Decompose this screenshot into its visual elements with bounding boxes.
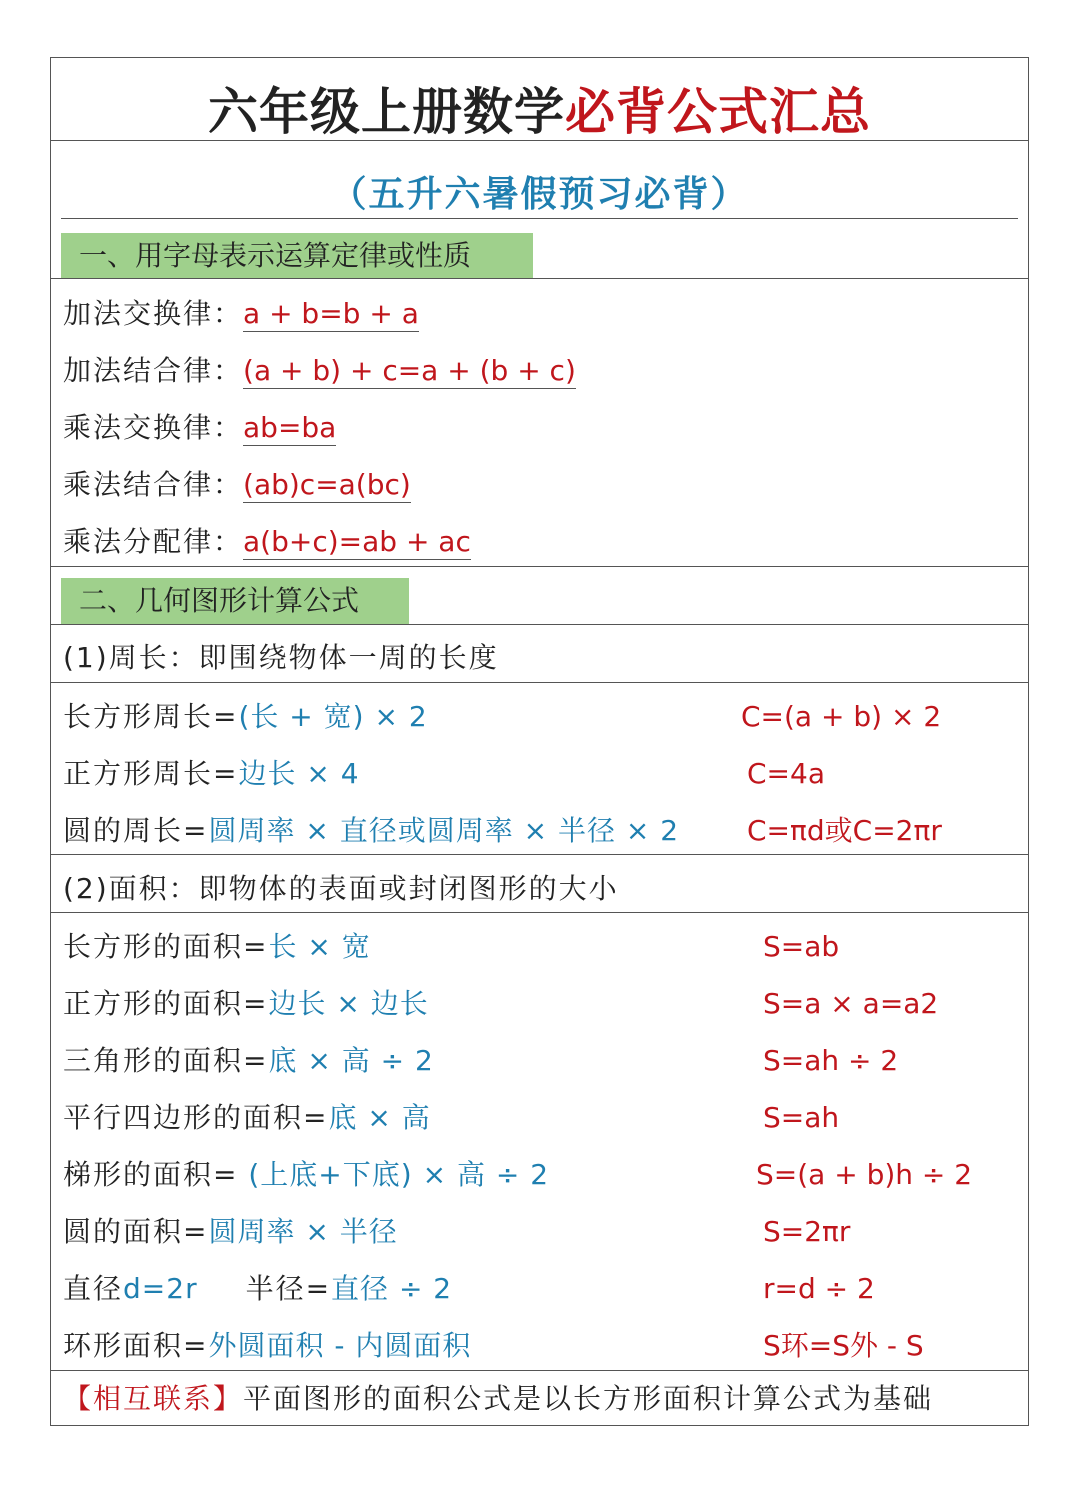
divider bbox=[51, 624, 1028, 625]
divider bbox=[51, 682, 1028, 683]
diameter-label: 直径 bbox=[63, 1272, 124, 1305]
area-formula: S=(a + b)h ÷ 2 bbox=[756, 1158, 973, 1191]
section-heading-laws: 一、用字母表示运算定律或性质 bbox=[61, 233, 533, 279]
area-label: 正方形的面积= bbox=[63, 987, 269, 1020]
law-formula: a(b+c)=ab + ac bbox=[243, 525, 471, 558]
radius-text: 直径 ÷ 2 bbox=[331, 1272, 453, 1305]
law-label: 乘法结合律： bbox=[63, 468, 244, 501]
divider bbox=[51, 278, 1028, 279]
formula-sheet bbox=[50, 57, 1029, 1426]
area-formula: S=a × a=a2 bbox=[763, 987, 939, 1020]
area-label: 梯形的面积= bbox=[63, 1158, 239, 1191]
law-formula: a + b=b + a bbox=[243, 297, 419, 330]
perimeter-formula: C=4a bbox=[747, 757, 825, 790]
area-text: (上底+下底) × 高 ÷ 2 bbox=[238, 1158, 550, 1191]
subtitle: （五升六暑假预习必背） bbox=[330, 174, 749, 215]
law-formula: (ab)c=a(bc) bbox=[243, 468, 411, 501]
area-text: 边长 × 边长 bbox=[268, 987, 429, 1020]
area-row bbox=[63, 1041, 434, 1081]
diameter-row bbox=[63, 1269, 452, 1309]
area-row bbox=[63, 1326, 471, 1366]
divider bbox=[51, 854, 1028, 855]
divider bbox=[61, 218, 1018, 219]
area-label: 长方形的面积= bbox=[63, 930, 269, 963]
area-text: 底 × 高 bbox=[328, 1101, 431, 1134]
area-row bbox=[63, 1155, 549, 1195]
perimeter-text: 边长 × 4 bbox=[238, 757, 360, 790]
page-title bbox=[51, 72, 1028, 144]
area-row bbox=[63, 1212, 398, 1252]
divider bbox=[51, 566, 1028, 567]
perimeter-row bbox=[63, 811, 679, 851]
law-label: 乘法分配律： bbox=[63, 525, 244, 558]
area-text: 圆周率 × 半径 bbox=[208, 1215, 398, 1248]
law-row bbox=[63, 522, 471, 562]
law-row bbox=[63, 294, 419, 334]
law-label: 乘法交换律： bbox=[63, 411, 244, 444]
divider bbox=[51, 140, 1028, 141]
perimeter-heading bbox=[63, 638, 499, 678]
perimeter-label: 正方形周长= bbox=[63, 757, 239, 790]
radius-label: 半径= bbox=[245, 1272, 332, 1305]
area-row bbox=[63, 927, 371, 967]
perimeter-row bbox=[63, 754, 360, 794]
area-formula: S=ah bbox=[763, 1101, 840, 1134]
perimeter-heading-text: (1)周长：即围绕物体一周的长度 bbox=[63, 641, 499, 674]
law-row bbox=[63, 351, 576, 391]
perimeter-formula: C=πd或C=2πr bbox=[747, 814, 942, 847]
divider bbox=[51, 912, 1028, 913]
area-label: 平行四边形的面积= bbox=[63, 1101, 329, 1134]
law-row bbox=[63, 465, 411, 505]
radius-formula: r=d ÷ 2 bbox=[763, 1272, 875, 1305]
perimeter-row bbox=[63, 697, 428, 737]
area-label: 三角形的面积= bbox=[63, 1044, 269, 1077]
area-formula: S=2πr bbox=[763, 1215, 851, 1248]
perimeter-label: 圆的周长= bbox=[63, 814, 209, 847]
law-formula: (a + b) + c=a + (b + c) bbox=[243, 354, 576, 387]
footer-note bbox=[63, 1379, 933, 1419]
area-formula: S环=S外 - S bbox=[763, 1329, 924, 1362]
area-text: 长 × 宽 bbox=[268, 930, 371, 963]
diameter-text: d=2r bbox=[123, 1272, 198, 1305]
perimeter-formula: C=(a + b) × 2 bbox=[741, 700, 942, 733]
divider bbox=[51, 1370, 1028, 1371]
area-row bbox=[63, 1098, 431, 1138]
footer-bracket: 【相互联系】 bbox=[63, 1382, 244, 1415]
footer-text: 平面图形的面积公式是以长方形面积计算公式为基础 bbox=[243, 1382, 934, 1415]
area-formula: S=ab bbox=[763, 930, 840, 963]
area-label: 圆的面积= bbox=[63, 1215, 209, 1248]
perimeter-text: (长 + 宽) × 2 bbox=[238, 700, 428, 733]
law-label: 加法结合律： bbox=[63, 354, 244, 387]
area-heading-text: (2)面积：即物体的表面或封闭图形的大小 bbox=[63, 872, 619, 905]
area-heading bbox=[63, 869, 619, 909]
perimeter-text: 圆周率 × 直径或圆周率 × 半径 × 2 bbox=[208, 814, 680, 847]
title-red: 必背公式汇总 bbox=[565, 83, 871, 141]
law-row bbox=[63, 408, 336, 448]
area-formula: S=ah ÷ 2 bbox=[763, 1044, 899, 1077]
area-text: 底 × 高 ÷ 2 bbox=[268, 1044, 434, 1077]
section-heading-geometry: 二、几何图形计算公式 bbox=[61, 578, 409, 624]
law-label: 加法交换律： bbox=[63, 297, 244, 330]
law-formula: ab=ba bbox=[243, 411, 337, 444]
title-black: 六年级上册数学 bbox=[208, 83, 565, 141]
area-text: 外圆面积 - 内圆面积 bbox=[208, 1329, 472, 1362]
area-row bbox=[63, 984, 429, 1024]
perimeter-label: 长方形周长= bbox=[63, 700, 239, 733]
area-label: 环形面积= bbox=[63, 1329, 209, 1362]
